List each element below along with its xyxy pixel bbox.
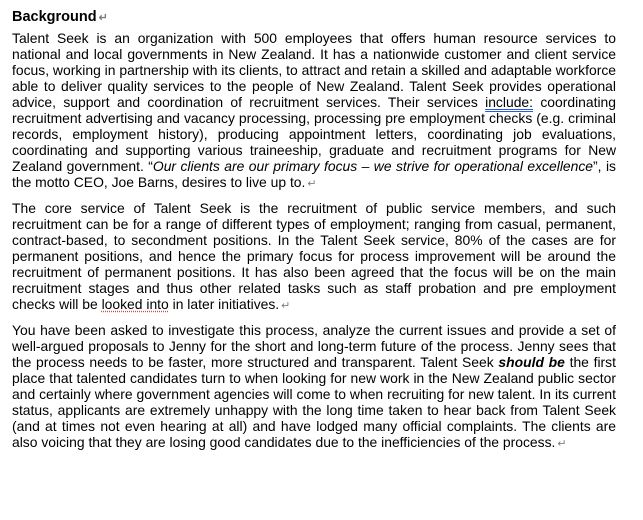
paragraph-2: [12, 200, 616, 314]
section-heading: [12, 8, 616, 27]
paragraph-mark-icon: ↵: [98, 12, 108, 24]
paragraph-mark-icon: ↵: [557, 438, 567, 450]
paragraph-mark-icon: ↵: [281, 300, 291, 312]
p1-text-a: Talent Seek is an organization with 500 employees that offers human resource services to national and local governments in New Zealand. It has a nationwide customer and client service focus, working in partnership with its clients, to attract and retain a skilled and adaptable workforce able to deliver quality services to the people of New Zealand. Talent Seek provides operational advice, support and coordination of recruitment services. Their services: [12, 30, 616, 110]
p1-grammar-flag: include:: [485, 94, 534, 110]
heading-text: Background: [12, 9, 97, 25]
p3-text-a: You have been asked to investigate this process, analyze the current issues and provide a set of well-argued proposals to Jenny for the short and long-term future of the process. Jenny sees that the process needs to be faster, more structured and transparent. Talent Seek: [12, 322, 616, 370]
emphasis-should-be: should be: [498, 354, 565, 370]
p2-grammar-flag: looked into: [101, 296, 169, 312]
motto-quote: Our clients are our primary focus – we strive for operational excellence: [152, 158, 594, 174]
paragraph-3: [12, 322, 616, 452]
p1-text-c: coordinating recruitment advertising and vacancy processing, processing pre employment checks (e.g. criminal records, employment history), producing appointment letters, coordinating job evaluations, coordinating and supporting various traineeship, graduate and recruitment programs for New Zealand government. “: [12, 94, 616, 174]
p2-text-c: in later initiatives.: [168, 296, 280, 312]
p3-text-b: the first place that talented candidates turn to when looking for new work in the New Zealand public sector and certainly where government agencies will come to when recruiting for new talent. In its current status, applicants are extremely unhappy with the long time taken to hear back from Talent Seek (and at times not even hearing at all) and have lodged many official complaints. The clients are also voicing that they are losing good candidates due to the inefficiencies of the process.: [12, 354, 616, 450]
paragraph-mark-icon: ↵: [307, 178, 317, 190]
p2-text-a: The core service of Talent Seek is the recruitment of public service members, and such recruitment can be for a range of different types of employment; ranging from casual, permanent, contract-based, to secondment positions. In the Talent Seek service, 80% of the cases are for permanent positions, and hence the primary focus for process improvement will be around the recruitment of permanent positions. It has also been agreed that the focus will be on the main recruitment stages and thus other related tasks such as staff probation and pre employment checks will be: [12, 200, 616, 312]
document-page: [12, 8, 616, 460]
paragraph-1: [12, 30, 616, 192]
p1-text-d: ”, is the motto CEO, Joe Barns, desires to live up to.: [12, 158, 616, 190]
